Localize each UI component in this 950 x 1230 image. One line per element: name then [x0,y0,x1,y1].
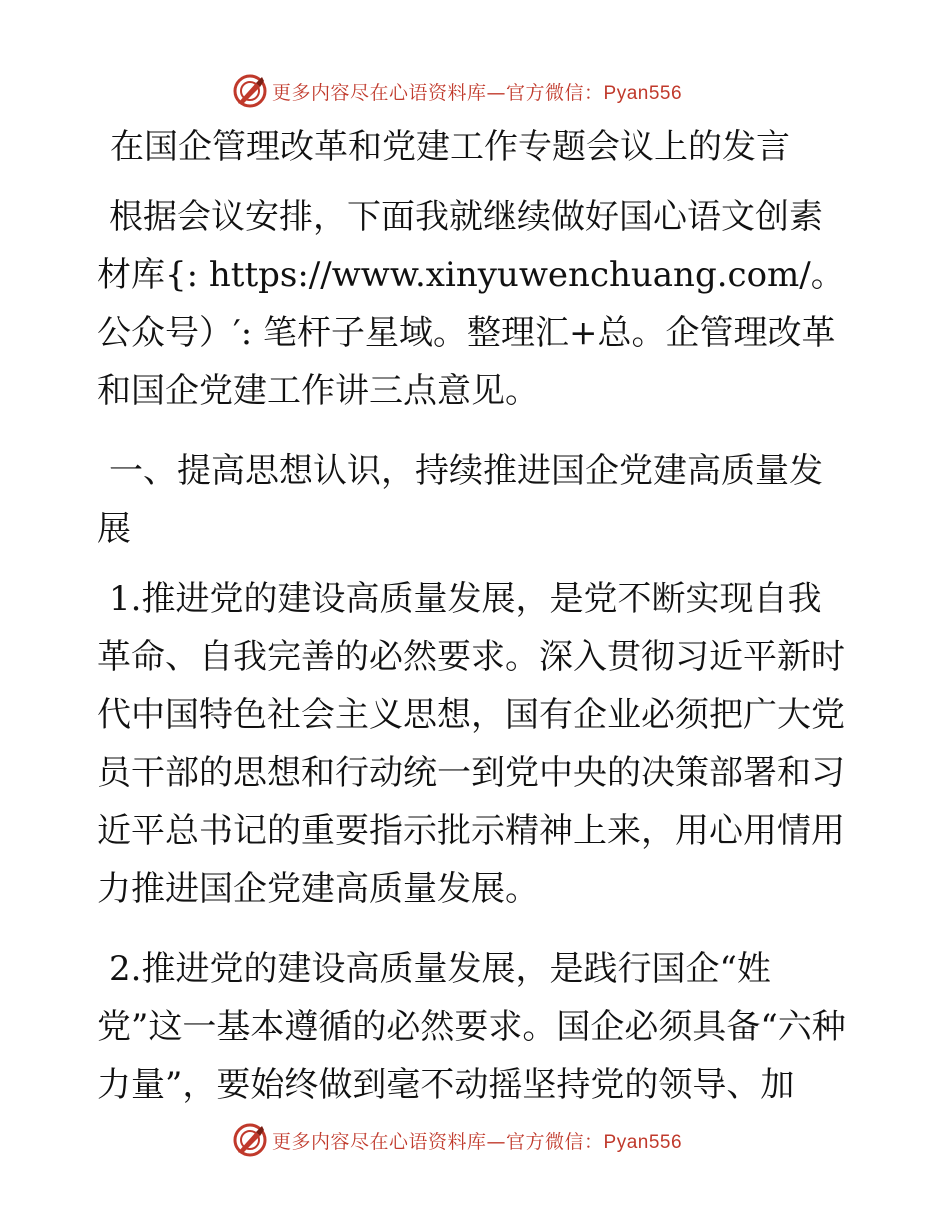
document-title: 在国企管理改革和党建工作专题会议上的发言 [110,127,790,167]
header-watermark [232,73,682,109]
watermark-text [272,1127,682,1154]
watermark-wechat-id: Pyan556 [603,1131,683,1153]
pen-logo-icon [232,73,268,109]
footer-watermark [232,1122,682,1158]
pen-logo-icon [232,1122,268,1158]
watermark-brand: 更多内容尽在心语资料库 [272,81,487,104]
watermark-separator: — [486,81,507,104]
watermark-official: 官方微信： [506,81,604,104]
watermark-text [272,78,682,105]
section-heading-1: 一、提高思想认识，持续推进国企党建高质量发展 [97,451,823,549]
watermark-separator: — [486,1130,507,1153]
watermark-wechat-id: Pyan556 [603,82,683,104]
watermark-official: 官方微信： [506,1130,604,1153]
paragraph-point-1: 1.推进党的建设高质量发展，是党不断实现自我革命、自我完善的必然要求。深入贯彻习近平新时代中国特色社会主义思想，国有企业必须把广大党员干部的思想和行动统一到党中央的决策部署和习近平总书记的重要指示批示精神上来，用心用情用力推进国企党建高质量发展。 [97,579,845,909]
paragraph-point-2: 2.推进党的建设高质量发展，是践行国企“姓党”这一基本遵循的必然要求。国企必须具备“六种力量”，要始终做到毫不动摇坚持党的领导、加 [97,949,846,1105]
paragraph-intro: 根据会议安排，下面我就继续做好国心语文创素材库{: https://www.xinyuwenchuang.com/。公众号）′: 笔杆子星域。整理汇+总。企管理改革和国企党建工作讲三点意见。 [97,197,845,411]
watermark-brand: 更多内容尽在心语资料库 [272,1130,487,1153]
